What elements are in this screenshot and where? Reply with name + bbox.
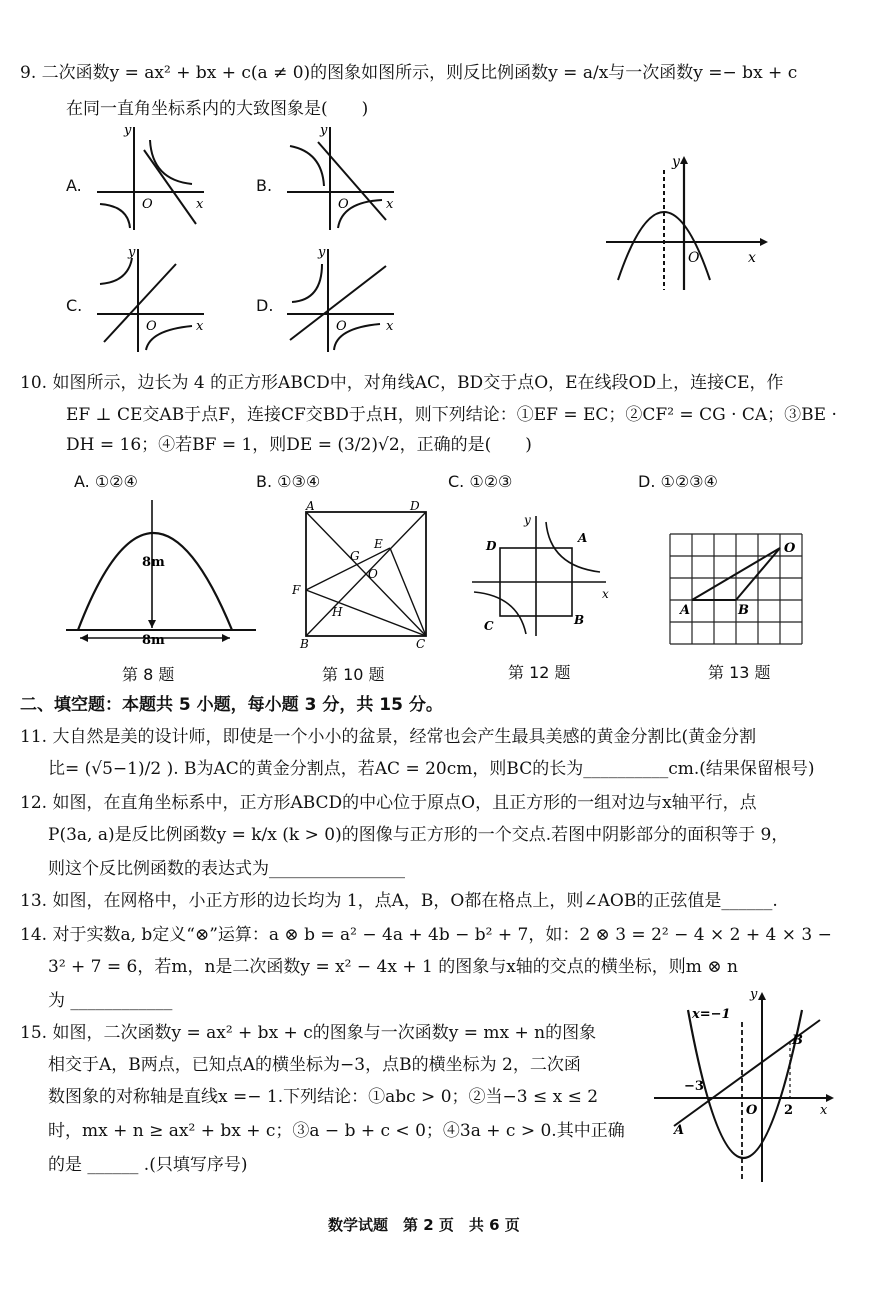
axis-y-label: y [124, 123, 132, 138]
origin-label: O [338, 197, 349, 212]
fig12-square-hyperbola [466, 510, 616, 640]
q14-line3: 为 ____________ [48, 991, 173, 1011]
fig13-label-o: O [784, 541, 796, 556]
q15-line2: 相交于A，B两点，已知点A的横坐标为−3，点B的横坐标为 2，二次函 [48, 1055, 581, 1075]
q10-line2: EF ⊥ CE交AB于点F，连接CF交BD于点H，则下列结论：①EF = EC；②CF² = CG · CA；③BE · [66, 405, 837, 425]
axis-y-label: y [672, 154, 680, 170]
page-footer: 数学试题 第 2 页 共 6 页 [328, 1216, 520, 1234]
q10-option-c: C. ①②③ [448, 472, 513, 491]
fig13-label-b: B [738, 603, 749, 618]
fig12-label-c: C [484, 619, 494, 633]
q15-axis-y-label: y [750, 987, 758, 1002]
q15-line4: 时，mx + n ≥ ax² + bx + c；③a − b + c < 0；④3a + c > 0.其中正确 [48, 1121, 625, 1141]
q15-line1: 15. 如图，二次函数y = ax² + bx + c的图象与一次函数y = mx + n的图象 [20, 1023, 597, 1043]
q9-line2: 在同一直角坐标系内的大致图象是( ) [66, 99, 369, 119]
q15-axis-x-label: x [820, 1103, 828, 1118]
q9-line1: 9. 二次函数y = ax² + bx + c(a ≠ 0)的图象如图所示，则反比例函数y = a/x与一次函数y =− bx + c [20, 63, 798, 83]
q15-point-a-label: A [674, 1123, 685, 1138]
q10-option-b: B. ①③④ [256, 472, 321, 491]
fig10-label-d: D [410, 500, 420, 513]
fig12-caption: 第 12 题 [508, 663, 571, 682]
fig13-caption: 第 13 题 [708, 663, 771, 682]
axis-x-label: x [748, 250, 756, 266]
q15-neg3-label: −3 [684, 1079, 704, 1094]
q14-line2: 3² + 7 = 6，若m，n是二次函数y = x² − 4x + 1 的图象与x轴的交点的横坐标，则m ⊗ n [48, 957, 738, 977]
q15-two-label: 2 [784, 1103, 794, 1118]
fig10-label-o: O [368, 567, 378, 581]
fig10-label-b: B [300, 637, 309, 650]
axis-y-label: y [318, 245, 326, 260]
fig10-label-e: E [374, 537, 383, 551]
fig10-label-c: C [416, 637, 426, 650]
q11-line1: 11. 大自然是美的设计师，即使是一个小小的盆景，经常也会产生最具美感的黄金分割比(黄金分割 [20, 727, 757, 747]
q15-axis-eq-label: x=−1 [692, 1007, 731, 1022]
q10-option-d: D. ①②③④ [638, 472, 718, 491]
q12-line3: 则这个反比例函数的表达式为________________ [48, 859, 405, 879]
fig12-label-y: y [524, 513, 531, 527]
origin-label: O [142, 197, 153, 212]
origin-label: O [688, 250, 700, 266]
q12-line2: P(3a, a)是反比例函数y = k/x (k > 0)的图像与正方形的一个交点.若图中阴影部分的面积等于 9， [48, 825, 789, 845]
fig10-label-a: A [306, 500, 315, 513]
q9-parabola-figure [600, 150, 770, 300]
q10-line3: DH = 16；④若BF = 1，则DE = (3/2)√2，正确的是( ) [66, 435, 532, 455]
q14-line1: 14. 对于实数a, b定义“⊗”运算：a ⊗ b = a² − 4a + 4b − b² + 7，如：2 ⊗ 3 = 2² − 4 × 2 + 4 × 3 − [20, 925, 832, 945]
q9-option-d-graph [282, 244, 402, 356]
fig12-label-b: B [574, 613, 585, 627]
axis-x-label: x [386, 319, 394, 334]
q12-line1: 12. 如图，在直角坐标系中，正方形ABCD的中心位于原点O，且正方形的一组对边与x轴平行，点 [20, 793, 757, 813]
q15-line3: 数图象的对称轴是直线x =− 1.下列结论：①abc > 0；②当−3 ≤ x ≤ 2 [48, 1087, 599, 1107]
fig10-label-g: G [350, 549, 360, 563]
q13-line1: 13. 如图，在网格中，小正方形的边长均为 1，点A，B，O都在格点上，则∠AOB的正弦值是______. [20, 891, 778, 911]
origin-label: O [336, 319, 347, 334]
axis-x-label: x [196, 319, 204, 334]
q15-origin-label: O [746, 1103, 758, 1118]
q9-option-a-graph [92, 122, 212, 234]
axis-y-label: y [128, 245, 136, 260]
axis-y-label: y [320, 123, 328, 138]
fig10-label-f: F [292, 583, 301, 597]
fig12-label-d: D [486, 539, 497, 553]
fig8-height-label: 8m [142, 555, 165, 570]
fig12-label-x: x [602, 587, 609, 601]
q11-line2: 比= (√5−1)/2 ). B为AC的黄金分割点，若AC = 20cm，则BC的长为__________cm.(结果保留根号) [48, 759, 815, 779]
q9-option-d-label: D. [256, 296, 274, 315]
q9-option-c-graph [92, 244, 212, 356]
section2-heading: 二、填空题：本题共 5 小题，每小题 3 分，共 15 分。 [20, 695, 443, 715]
axis-x-label: x [196, 197, 204, 212]
origin-label: O [146, 319, 157, 334]
q10-line1: 10. 如图所示，边长为 4 的正方形ABCD中，对角线AC，BD交于点O，E在线段OD上，连接CE，作 [20, 373, 784, 393]
q9-option-b-graph [282, 122, 402, 234]
fig8-caption: 第 8 题 [122, 665, 175, 684]
axis-x-label: x [386, 197, 394, 212]
fig8-width-label: 8m [142, 633, 165, 648]
fig10-caption: 第 10 题 [322, 665, 385, 684]
q15-figure [650, 986, 836, 1186]
fig10-label-h: H [332, 605, 343, 619]
fig13-grid [664, 528, 814, 646]
q9-option-a-label: A. [66, 176, 82, 195]
q15-point-b-label: B [792, 1033, 803, 1048]
q10-option-a: A. ①②④ [74, 472, 138, 491]
q9-option-c-label: C. [66, 296, 83, 315]
fig12-label-a: A [578, 531, 588, 545]
q9-option-b-label: B. [256, 176, 273, 195]
q15-line5: 的是 ______ .(只填写序号) [48, 1155, 248, 1175]
fig10-square [292, 500, 438, 650]
fig13-label-a: A [680, 603, 691, 618]
fig8-arch [60, 488, 260, 648]
